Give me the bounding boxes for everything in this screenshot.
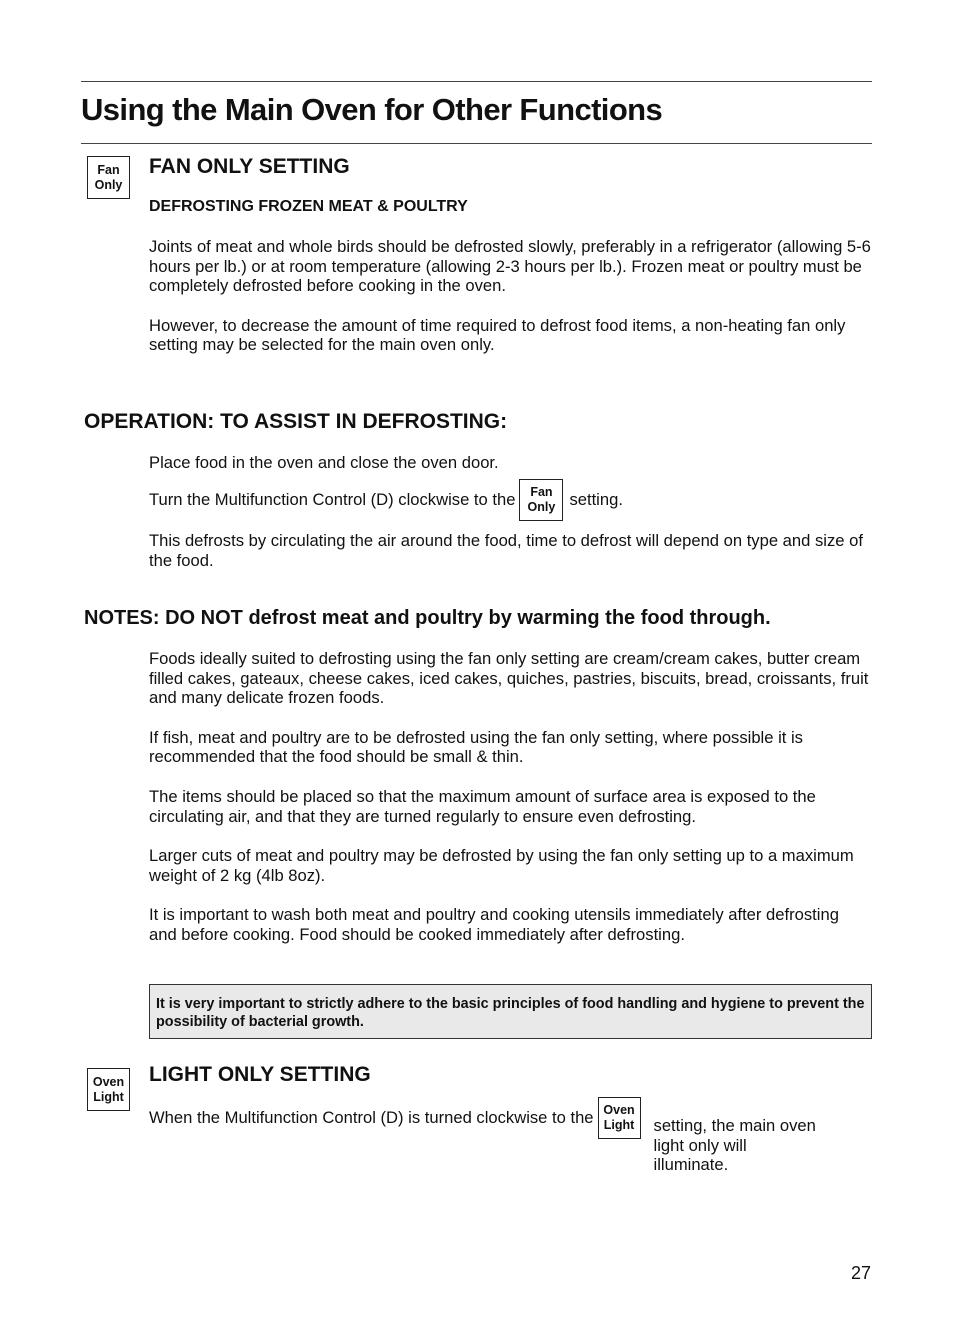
fan-only-icon-line1: Fan	[97, 162, 120, 177]
operation-step-1: Place food in the oven and close the oven door.	[149, 453, 499, 472]
notes-paragraph: It is important to wash both meat and poultry and cooking utensils immediately after defrosting and before cooking. Food should be cooked immediately after defrosting.	[149, 905, 839, 944]
fan-only-icon-line2: Only	[94, 177, 123, 192]
light-only-heading: LIGHT ONLY SETTING	[149, 1063, 371, 1086]
top-rule	[81, 81, 872, 82]
operation-step-2	[149, 479, 871, 521]
notes-paragraph: If fish, meat and poultry are to be defrosted using the fan only setting, where possible it is recommended that the food should be small & thin.	[149, 727, 803, 767]
light-only-line-1	[149, 1097, 871, 1175]
oven-light-icon-line2: Light	[93, 1089, 124, 1104]
fan-only-inline-line2: Only	[527, 500, 556, 514]
notes-heading: NOTES: DO NOT defrost meat and poultry by warming the food through.	[84, 607, 771, 629]
notes-paragraph: The items should be placed so that the maximum amount of surface area is exposed to the circulating air, and that they are turned regularly to ensure even defrosting.	[149, 786, 816, 826]
page-title: Using the Main Oven for Other Functions	[81, 92, 663, 127]
notes-body	[149, 649, 871, 945]
operation-step-2-suffix: setting.	[569, 490, 623, 510]
defrosting-subheading: DEFROSTING FROZEN MEAT & POULTRY	[149, 198, 468, 215]
page-number: 27	[850, 1263, 871, 1283]
notes-paragraph: Foods ideally suited to defrosting using the fan only setting are cream/cream cakes, butter cream filled cakes, gateaux, cheese cakes, iced cakes, quiches, pastries, biscuits, bread, croissants, fruit and many delicate frozen foods.	[149, 649, 869, 708]
fan-only-paragraph-2: However, to decrease the amount of time required to defrost food items, a non-heating fan only setting may be selected for the main oven only.	[149, 315, 846, 355]
operation-step-3: This defrosts by circulating the air around the food, time to defrost will depend on type and size of the food.	[149, 531, 863, 570]
oven-light-inline-line2: Light	[603, 1118, 635, 1132]
fan-only-inline-icon	[519, 479, 563, 521]
fan-only-icon	[87, 156, 130, 199]
oven-light-icon	[87, 1068, 130, 1111]
oven-light-inline-line1: Oven	[603, 1103, 635, 1117]
light-only-text: When the Multifunction Control (D) is turned clockwise to the	[149, 1108, 594, 1128]
light-only-text-continued: setting, the main oven light only will illuminate.	[653, 1116, 816, 1175]
oven-light-icon-line1: Oven	[92, 1074, 125, 1089]
hygiene-warning-text: It is very important to strictly adhere to the basic principles of food handling and hygiene to prevent the possibility of bacterial growth.	[156, 996, 865, 1030]
fan-only-body	[149, 237, 871, 355]
title-underline	[81, 143, 872, 144]
operation-heading: OPERATION: TO ASSIST IN DEFROSTING:	[84, 410, 508, 433]
oven-light-inline-icon	[598, 1097, 641, 1139]
fan-only-paragraph-1: Joints of meat and whole birds should be defrosted slowly, preferably in a refrigerator (allowing 5-6 hours per lb.) or at room temperature (allowing 2-3 hours per lb.). Frozen meat or poultry must be completely defrosted before cooking in the oven.	[149, 237, 871, 296]
fan-only-inline-line1: Fan	[530, 485, 553, 499]
fan-only-heading: FAN ONLY SETTING	[149, 155, 350, 178]
hygiene-warning-box	[149, 984, 872, 1039]
notes-paragraph: Larger cuts of meat and poultry may be defrosted by using the fan only setting up to a maximum weight of 2 kg (4lb 8oz).	[149, 846, 854, 885]
operation-step-2-text: Turn the Multifunction Control (D) clockwise to the	[149, 490, 516, 510]
